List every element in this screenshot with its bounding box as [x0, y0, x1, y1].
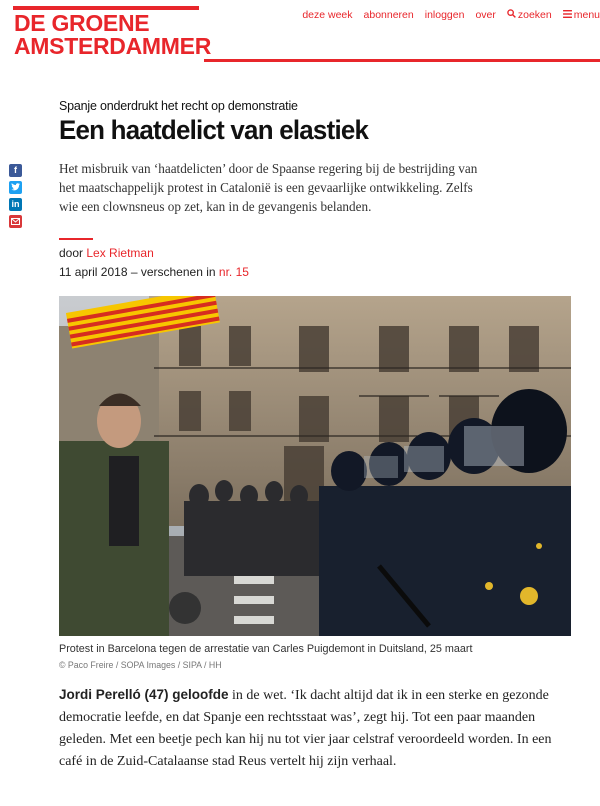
search-button[interactable]: [507, 9, 552, 21]
share-bar: [9, 164, 22, 228]
search-icon: [507, 9, 516, 18]
article-photo: [59, 296, 571, 636]
search-label: zoeken: [517, 9, 552, 21]
article-lead: Het misbruik van ‘haatdelicten’ door de Spaanse regering bij de bestrijding van het maatschappelijk protest in Catalonië is een gevaarlijke ontwikkeling. Zelfs wie een clownsneus op zet, kan in de gevangenis belanden.: [59, 161, 478, 214]
facebook-icon[interactable]: f: [9, 164, 22, 177]
menu-button[interactable]: [563, 9, 600, 21]
nav-deze-week[interactable]: deze week: [302, 9, 353, 21]
body-text: in de wet. ‘Ik dacht altijd dat ik in een sterke en gezonde democratie leefde, en dat Spanje een rechtsstaat was’, zegt hij. Tot een paar maanden geleden. Met een beetje pech kan hij nu tot vier jaar celstraf veroordeeld worden. In een café in de Zuid-Catalaanse stad Reus vertelt hij zijn verhaal.: [59, 688, 552, 769]
main-nav: [302, 9, 600, 21]
menu-label: menu: [573, 9, 600, 21]
linkedin-icon[interactable]: in: [9, 198, 22, 211]
article-kicker: Spanje onderdrukt het recht op demonstratie: [59, 99, 298, 113]
site-header: [0, 0, 600, 66]
site-logo[interactable]: [14, 12, 211, 58]
hamburger-icon: [563, 10, 572, 18]
nav-inloggen[interactable]: inloggen: [424, 9, 465, 21]
article-body: [59, 684, 559, 773]
photo-caption: Protest in Barcelona tegen de arrestatie van Carles Puigdemont in Duitsland, 25 maart: [59, 643, 473, 655]
byline-rule: [59, 238, 93, 240]
dateline: [59, 265, 249, 279]
publish-date: 11 april 2018 – verschenen in: [59, 265, 216, 279]
nav-over[interactable]: over: [475, 9, 496, 21]
nav-abonneren[interactable]: abonneren: [363, 9, 414, 21]
byline: [59, 246, 154, 260]
email-icon[interactable]: [9, 215, 22, 228]
body-lead: Jordi Perelló (47) geloofde: [59, 687, 229, 702]
logo-line-2: AMSTERDAMMER: [14, 33, 211, 59]
header-rule: [204, 59, 600, 62]
author-link[interactable]: Lex Rietman: [86, 246, 154, 260]
logo-line-1: DE GROENE: [14, 10, 150, 36]
twitter-icon[interactable]: [9, 181, 22, 194]
photo-credit: © Paco Freire / SOPA Images / SIPA / HH: [59, 660, 222, 670]
protest-photo: [59, 296, 571, 636]
issue-link[interactable]: nr. 15: [218, 265, 249, 279]
article-title: Een haatdelict van elastiek: [59, 115, 369, 145]
byline-prefix: door: [59, 246, 84, 260]
